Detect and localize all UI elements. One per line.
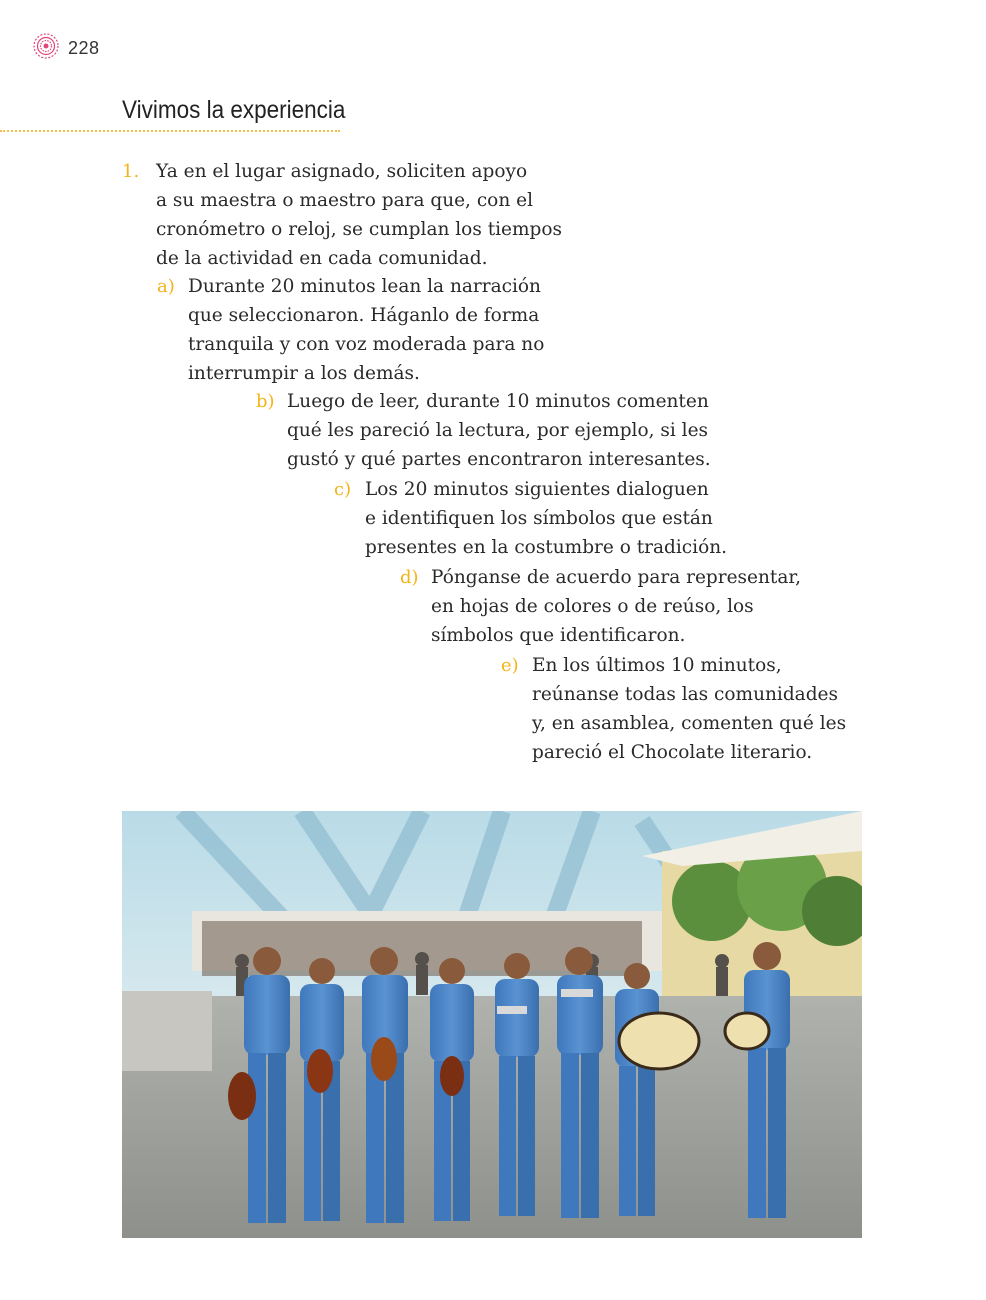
step-line: presentes en la costumbre o tradición.: [365, 537, 728, 558]
step-line: En los últimos 10 minutos,: [532, 655, 782, 676]
step-d-text: [431, 563, 801, 650]
step-line: y, en asamblea, comenten qué les: [532, 713, 847, 734]
step-b-marker: b): [256, 391, 275, 412]
step-a-text: [188, 272, 544, 388]
step-line: interrumpir a los demás.: [188, 363, 420, 384]
step-line: reúnanse todas las comunidades: [532, 684, 838, 705]
instruction-line: cronómetro o reloj, se cumplan los tiempos: [156, 219, 563, 240]
step-e-marker: e): [501, 655, 519, 676]
step-a-marker: a): [157, 276, 175, 297]
step-c-marker: c): [334, 479, 352, 500]
step-c-text: [365, 475, 727, 562]
step-line: que seleccionaron. Háganlo de forma: [188, 305, 540, 326]
step-line: Luego de leer, durante 10 minutos comenten: [287, 391, 709, 412]
step-line: qué les pareció la lectura, por ejemplo, si les: [287, 420, 709, 441]
title-divider: [0, 130, 340, 132]
concentric-circle-ornament-icon: [32, 32, 60, 64]
instruction-number: 1.: [122, 161, 140, 182]
step-line: Los 20 minutos siguientes dialoguen: [365, 479, 709, 500]
instruction-line: Ya en el lugar asignado, soliciten apoyo: [156, 161, 528, 182]
instruction-line: a su maestra o maestro para que, con el: [156, 190, 533, 211]
step-d-marker: d): [400, 567, 419, 588]
step-e-text: [532, 651, 846, 767]
instruction-line: de la actividad en cada comunidad.: [156, 248, 488, 269]
page-number: 228: [68, 37, 100, 58]
instruction-text: [156, 157, 562, 273]
step-line: en hojas de colores o de reúso, los: [431, 596, 754, 617]
page-header: [32, 32, 100, 64]
step-line: pareció el Chocolate literario.: [532, 742, 813, 763]
step-line: tranquila y con voz moderada para no: [188, 334, 545, 355]
step-line: gustó y qué partes encontraron interesantes.: [287, 449, 711, 470]
step-line: e identifiquen los símbolos que están: [365, 508, 713, 529]
section-title: Vivimos la experiencia: [122, 96, 346, 124]
mariachi-group-photo: [122, 811, 862, 1238]
mariachi-photo-illustration: [122, 811, 862, 1238]
step-line: Pónganse de acuerdo para representar,: [431, 567, 802, 588]
step-b-text: [287, 387, 711, 474]
step-line: símbolos que identificaron.: [431, 625, 686, 646]
step-line: Durante 20 minutos lean la narración: [188, 276, 541, 297]
